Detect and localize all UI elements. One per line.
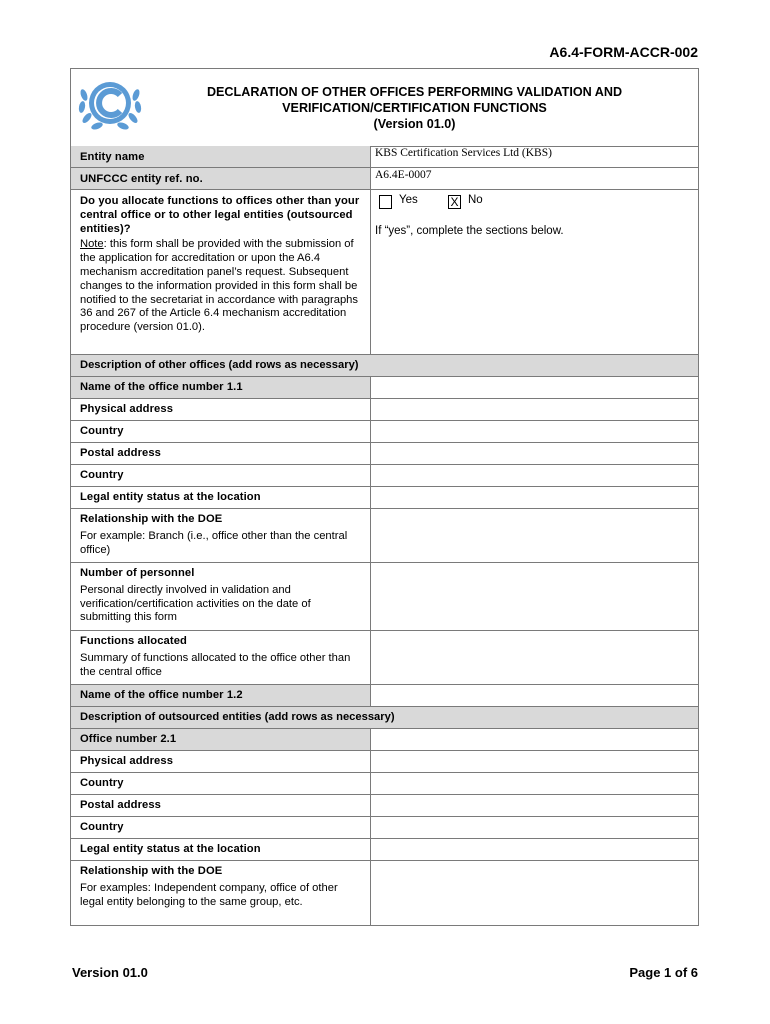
relationship-2-hint: For examples: Independent company, office of other legal entity belonging to the same group, etc.: [80, 881, 338, 908]
allocate-value: [371, 190, 698, 354]
row-country-1: [71, 421, 698, 443]
row-entity-ref: [71, 168, 698, 190]
office-1-1-value[interactable]: [371, 377, 698, 398]
country-1-label: Country: [71, 421, 371, 442]
legal-status-1-label: Legal entity status at the location: [71, 487, 371, 508]
row-personnel-1: [71, 563, 698, 631]
section-other-offices: [71, 355, 698, 377]
postal-address-2-value[interactable]: [371, 795, 698, 816]
row-postal-address-2: [71, 795, 698, 817]
legal-status-1-value[interactable]: [371, 487, 698, 508]
country-1b-value[interactable]: [371, 465, 698, 486]
form-header: [71, 69, 698, 147]
physical-address-2-label: Physical address: [71, 751, 371, 772]
country-2-value[interactable]: [371, 773, 698, 794]
personnel-1-hint: Personal directly involved in validation and verification/certification activities on the date of submitting this form: [80, 583, 311, 624]
row-allocate: [71, 190, 698, 355]
row-entity-name: [71, 146, 698, 168]
entity-name-value[interactable]: KBS Certification Services Ltd (KBS): [375, 147, 552, 159]
footer-version: Version 01.0: [72, 965, 148, 980]
yes-label: Yes: [399, 194, 418, 206]
other-offices-title: Description of other offices (add rows as necessary): [71, 355, 698, 376]
postal-address-2-label: Postal address: [71, 795, 371, 816]
physical-address-1-value[interactable]: [371, 399, 698, 420]
relationship-2-label: Relationship with the DOE For examples: Independent company, office of other legal entity belonging to the same group, etc.: [71, 861, 371, 926]
row-functions-1: [71, 631, 698, 685]
office-1-2-value[interactable]: [371, 685, 698, 706]
title-line-3: (Version 01.0): [373, 117, 456, 131]
title-line-2: VERIFICATION/CERTIFICATION FUNCTIONS: [282, 101, 547, 115]
functions-1-hint: Summary of functions allocated to the office other than the central office: [80, 651, 351, 678]
office-2-1-value[interactable]: [371, 729, 698, 750]
relationship-1-hint: For example: Branch (i.e., office other than the central office): [80, 529, 348, 556]
section-outsourced: [71, 707, 698, 729]
outsourced-title: Description of outsourced entities (add rows as necessary): [71, 707, 698, 728]
country-1b-label: Country: [71, 465, 371, 486]
unfccc-logo: [74, 73, 146, 138]
row-physical-address-1: [71, 399, 698, 421]
entity-ref-label: UNFCCC entity ref. no.: [71, 168, 371, 189]
form-table: [70, 68, 699, 926]
physical-address-2-value[interactable]: [371, 751, 698, 772]
no-checkbox[interactable]: X: [448, 195, 461, 209]
personnel-1-value[interactable]: [371, 563, 698, 630]
country-2-label: Country: [71, 773, 371, 794]
office-1-1-label: Name of the office number 1.1: [71, 377, 371, 398]
postal-address-1-label: Postal address: [71, 443, 371, 464]
office-2-1-label: Office number 2.1: [71, 729, 371, 750]
allocate-label: [71, 190, 371, 354]
entity-ref-value[interactable]: A6.4E-0007: [375, 169, 432, 181]
row-physical-address-2: [71, 751, 698, 773]
relationship-2-value[interactable]: [371, 861, 698, 926]
row-office-1-2: [71, 685, 698, 707]
yes-checkbox[interactable]: [379, 195, 392, 209]
functions-1-value[interactable]: [371, 631, 698, 684]
entity-name-label: Entity name: [71, 146, 371, 167]
form-code: A6.4-FORM-ACCR-002: [549, 44, 698, 60]
row-country-2: [71, 773, 698, 795]
form-title: [141, 84, 688, 132]
allocate-instruction: If “yes”, complete the sections below.: [375, 225, 564, 237]
allocate-note: Note: this form shall be provided with the submission of the application for accreditation or upon the A6.4 mechanism accreditation panel’s request. Subsequent changes to the information provided in this form shall be notified to the secretariat in accordance with paragraphs 36 and 267 of the Article 6.4 mechanism accreditation procedure (version 01.0).: [80, 238, 358, 334]
row-office-2-1: [71, 729, 698, 751]
row-legal-status-1: [71, 487, 698, 509]
footer-page: Page 1 of 6: [629, 965, 698, 980]
country-2b-value[interactable]: [371, 817, 698, 838]
no-label: No: [468, 194, 483, 206]
row-office-1-1: [71, 377, 698, 399]
row-relationship-1: [71, 509, 698, 563]
country-1-value[interactable]: [371, 421, 698, 442]
legal-status-2-value[interactable]: [371, 839, 698, 860]
postal-address-1-value[interactable]: [371, 443, 698, 464]
row-country-2b: [71, 817, 698, 839]
office-1-2-label: Name of the office number 1.2: [71, 685, 371, 706]
row-postal-address-1: [71, 443, 698, 465]
allocate-question: Do you allocate functions to offices other than your central office or to other legal entities (outsourced entities)?: [80, 195, 360, 235]
physical-address-1-label: Physical address: [71, 399, 371, 420]
row-legal-status-2: [71, 839, 698, 861]
row-country-1b: [71, 465, 698, 487]
legal-status-2-label: Legal entity status at the location: [71, 839, 371, 860]
personnel-1-label: Number of personnel Personal directly involved in validation and verification/certification activities on the date of submitting this form: [71, 563, 371, 630]
functions-1-label: Functions allocated Summary of functions allocated to the office other than the central office: [71, 631, 371, 684]
title-line-1: DECLARATION OF OTHER OFFICES PERFORMING VALIDATION AND: [206, 85, 623, 99]
relationship-1-value[interactable]: [371, 509, 698, 562]
relationship-1-label: Relationship with the DOE For example: Branch (i.e., office other than the central office): [71, 509, 371, 562]
row-relationship-2: [71, 861, 698, 926]
country-2b-label: Country: [71, 817, 371, 838]
